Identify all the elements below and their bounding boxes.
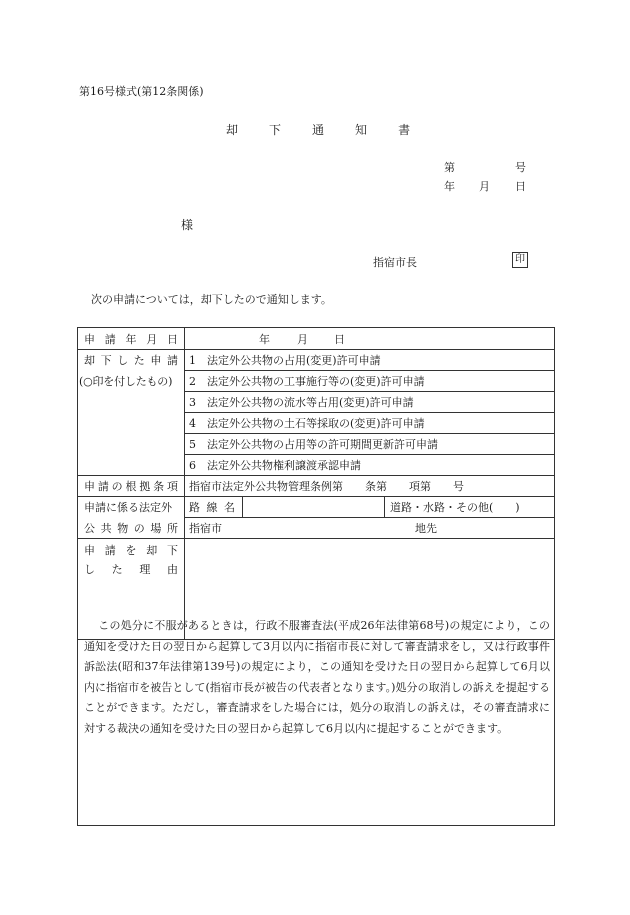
reason-label: し た 理 由	[84, 563, 178, 576]
notice-table	[77, 327, 555, 826]
row-divider	[78, 349, 554, 350]
rejected-item: 6 法定外公共物権利譲渡承認申請	[189, 459, 361, 472]
row-divider	[184, 391, 554, 392]
location-address-suffix: 地先	[415, 522, 437, 535]
issuer-name: 指宿市長	[373, 256, 417, 269]
intro-text: 次の申請については，却下したので通知します。	[91, 293, 332, 306]
appeal-notice: この処分に不服があるときは，行政不服審査法(平成26年法律第68号)の規定により，この通知を受けた日の翌日から起算して3月以内に指宿市長に対して審査請求をし，又は行政事件訴訟法(昭和37年法律第139号)の規定により，この通知を受けた日の翌日から起算して6月以内に指宿市を被告として(指宿市長が被告の代表者となります。)処分の取消しの訴えを提起することができます。ただし，審査請求をした場合には，処分の取消しの訴えは，その審査請求に対する裁決の通知を受けた日の翌日から起算して6月以内に提起することができます。	[84, 619, 550, 735]
rejected-label: 却 下 し た 申 請	[84, 354, 178, 367]
addressee-suffix: 様	[181, 218, 194, 232]
row-divider	[78, 538, 554, 539]
basis-value: 指宿市法定外公共物管理条例第 条第 項第 号	[189, 480, 464, 493]
location-label: 公 共 物 の 場 所	[84, 522, 178, 535]
title-char: 下	[269, 123, 282, 137]
title-char: 知	[355, 123, 368, 137]
location-city: 指宿市	[189, 522, 222, 535]
rejected-item: 1 法定外公共物の占用(変更)許可申請	[189, 354, 381, 367]
application-date-label: 申 請 年 月 日	[84, 333, 178, 346]
date-year: 年	[444, 180, 455, 193]
rejected-item: 4 法定外公共物の土石等採取の(変更)許可申請	[189, 417, 425, 430]
row-divider	[184, 454, 554, 455]
column-divider	[242, 496, 243, 517]
rejected-label-note: (○印を付したもの)	[79, 375, 173, 388]
title-char: 却	[226, 123, 239, 137]
application-date-month: 月	[297, 333, 308, 346]
row-divider	[184, 433, 554, 434]
row-divider	[78, 496, 554, 497]
basis-label: 申 請 の 根 拠 条 項	[84, 480, 178, 493]
row-divider	[184, 517, 554, 518]
column-divider	[184, 328, 185, 639]
row-divider	[78, 475, 554, 476]
document-title	[226, 124, 410, 136]
rejected-item: 3 法定外公共物の流水等占用(変更)許可申請	[189, 396, 414, 409]
title-char: 通	[312, 123, 325, 137]
route-type-options: 道路・水路・その他( )	[390, 501, 520, 514]
column-divider	[384, 496, 385, 517]
rejected-item: 2 法定外公共物の工事施行等の(変更)許可申請	[189, 375, 425, 388]
row-divider	[184, 370, 554, 371]
number-prefix: 第	[444, 161, 455, 174]
location-label: 申請に係る法定外	[84, 501, 172, 514]
title-char: 書	[398, 123, 411, 137]
reason-label: 申 請 を 却 下	[84, 544, 178, 557]
date-month: 月	[479, 180, 490, 193]
application-date-year: 年	[259, 333, 270, 346]
form-number: 第16号様式(第12条関係)	[79, 85, 204, 98]
application-date-day: 日	[334, 333, 345, 346]
seal-mark: 印	[512, 252, 528, 268]
date-day: 日	[515, 180, 526, 193]
rejected-item: 5 法定外公共物の占用等の許可期間更新許可申請	[189, 438, 438, 451]
route-name-label: 路 線 名	[189, 501, 235, 514]
number-suffix: 号	[515, 161, 526, 174]
row-divider	[184, 412, 554, 413]
